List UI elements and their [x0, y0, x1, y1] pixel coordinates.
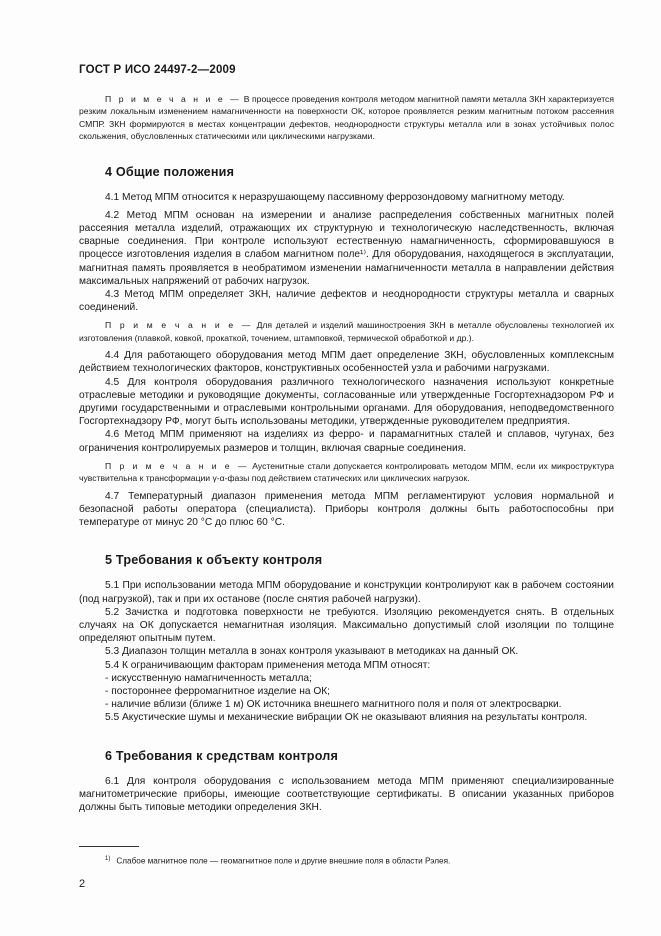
paragraph-4-5: 4.5 Для контроля оборудования различного технологического назначения используют конкретные отраслевые методики и руководящие документы, согласованные или утвержденные Госгортехнадзором РФ и другими государственными и отраслевыми контрольными органами. Для оборудования, неподведомственного Госгортехнадзору РФ, могут быть использованы методики, утвержденные руководителем предприятия.: [79, 376, 614, 428]
paragraph-5-1: 5.1 При использовании метода МПМ оборудование и конструкции контролируют как в рабочем состоянии (под нагрузкой), так и при их останове (после снятия рабочей нагрузки).: [79, 580, 614, 605]
list-item: - искусственную намагниченность металла;: [105, 672, 312, 684]
section-6-heading: 6 Требования к средствам контроля: [105, 748, 339, 763]
note-text: Для деталей и изделий машиностроения ЗКН в металле обусловлены технологией их изготовления (плавкой, ковкой, прокаткой, точением, штамповкой, термической обработкой и др.).: [79, 320, 615, 343]
list-item: - наличие вблизи (ближе 1 м) ОК источника внешнего магнитного поля и поля от электросварки.: [105, 699, 562, 711]
note-paragraph-2: [79, 319, 614, 344]
paragraph-4-2: 4.2 Метод МПМ основан на измерении и анализе распределения собственных магнитных полей рассеяния металла изделий, отражающих их структурную и технологическую наследственность, включая сварные соединения. При контроле используют естественную намагниченность, сформировавшуюся в процессе изготовления изделия в слабом магнитном поле¹⁾. Для оборудования, находящегося в эксплуатации, магнитная память проявляется в необратимом изменении намагниченности металла в направлении действия максимальных напряжений от рабочих нагрузок.: [79, 209, 614, 287]
footnote: [105, 854, 450, 867]
section-5-heading: 5 Требования к объекту контроля: [105, 553, 323, 568]
paragraph-4-7: 4.7 Температурный диапазон применения метода МПМ регламентируют условия нормальной и безопасной работы оператора (специалиста). Приборы контроля должны быть работоспособны при температуре от минус 20 °С до плюс 60 °С.: [79, 490, 614, 529]
paragraph-5-4: 5.4 К ограничивающим факторам применения метода МПМ относят:: [105, 659, 431, 671]
note-paragraph-1: [79, 93, 614, 143]
paragraph-5-5: 5.5 Акустические шумы и механические вибрации ОК не оказывают влияния на результаты контроля.: [105, 712, 588, 724]
page-number: 2: [79, 878, 86, 890]
paragraph-4-3: 4.3 Метод МПМ определяет ЗКН, наличие дефектов и неоднородности структуры металла и сварных соединений.: [79, 289, 614, 314]
note-paragraph-3: [79, 460, 614, 485]
note-text: Аустенитные стали допускается контролировать методом МПМ, если их микроструктура чувствительна к трансформации γ-α-фазы под действием статических или циклических нагрузок.: [79, 460, 614, 484]
footnote-mark: 1): [105, 856, 111, 862]
footnote-text: Слабое магнитное поле — геомагнитное поле и другие внешние поля в области Рэлея.: [116, 856, 451, 866]
paragraph-4-1: 4.1 Метод МПМ относится к неразрушающему пассивному феррозондовому магнитному методу.: [105, 191, 565, 203]
paragraph-4-6: 4.6 Метод МПМ применяют на изделиях из ферро- и парамагнитных сталей и сплавов, чугунах, без ограничения контролируемых размеров и толщин, включая сварные соединения.: [79, 429, 614, 454]
paragraph-5-2: 5.2 Зачистка и подготовка поверхности не требуются. Изоляцию рекомендуется снять. В отдельных случаях на ОК допускается немагнитная изоляция. Максимально допустимый слой изоляции по толщине определяют опытным путем.: [79, 606, 614, 645]
document-body: [79, 93, 614, 814]
note-label: П р и м е ч а н и е —: [105, 94, 242, 104]
note-text: В процессе проведения контроля методом магнитной памяти металла ЗКН характеризуется резким локальным изменением намагниченности на поверхности ОК, которое проявляется резким магнитным потоком рассеяния СМПР. ЗКН формируются в местах концентрации дефектов, неоднородности структуры металла или в зонах устойчивых полос скольжения, обусловленных статическими или циклическими нагрузками.: [79, 94, 614, 142]
note-label: П р и м е ч а н и е —: [105, 320, 253, 331]
section-4-heading: 4 Общие положения: [105, 164, 235, 179]
note-label: П р и м е ч а н и е —: [105, 460, 249, 471]
paragraph-5-3: 5.3 Диапазон толщин металла в зонах контроля указывают в методиках на данный ОК.: [105, 646, 519, 658]
paragraph-4-4: 4.4 Для работающего оборудования метод МПМ дает определение ЗКН, обусловленных комплексным действием технологических факторов, конструктивных особенностей узла и рабочими нагрузками.: [79, 350, 614, 375]
paragraph-6-1: 6.1 Для контроля оборудования с использованием метода МПМ применяют специализированные магнитометрические приборы, имеющие соответствующие сертификаты. В описании указанных приборов должны быть типовые методики определения ЗКН.: [79, 775, 614, 813]
document-header: ГОСТ Р ИСО 24497-2—2009: [79, 64, 236, 76]
list-item: - постороннее ферромагнитное изделие на ОК;: [105, 685, 331, 697]
footnote-divider: [79, 846, 139, 847]
